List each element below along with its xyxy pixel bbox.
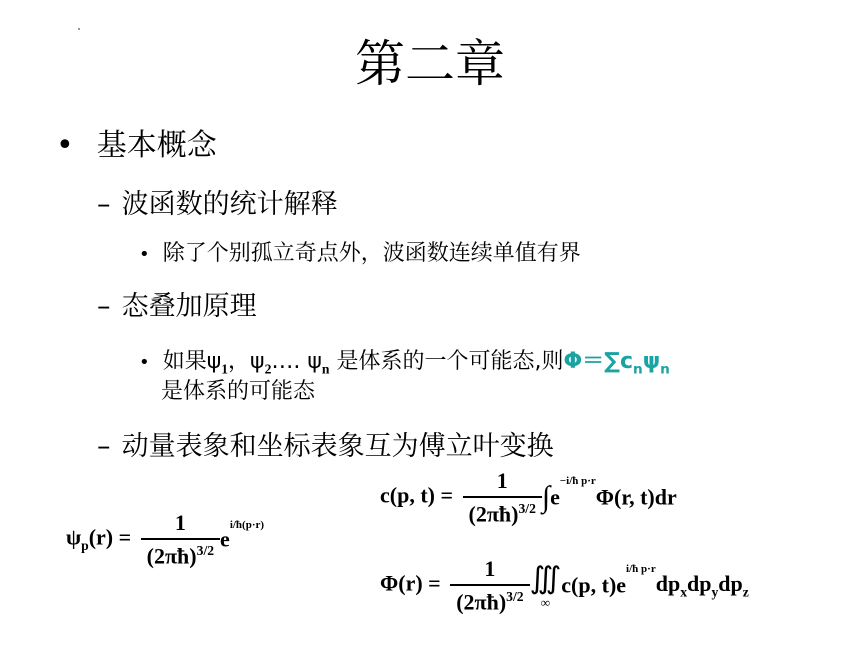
superposition-text: 如果$\psi_1$，$\psi_2\dots$. $\psi_n$ 是体系的一个可能态,则$\Phi=\sum c_n\psi_n$ (162, 349, 670, 378)
dash-icon: – (97, 189, 111, 220)
formula-psi-p: $\psi_p(r)$ = $\frac{1}{(2\pi ħ)^{3/2}}$ $e^{i/ħ(p\cdot r)}$ (66, 510, 265, 569)
superposition-line2: 是体系的可能态 (161, 379, 316, 404)
superposition-formula: $\Phi=\sum c_n\psi_n$ (563, 349, 670, 378)
formula-c-pt: c(p, t) = $\frac{1}{(2\pi ħ)^{3/2}}$ $\int e^{-i/ħ p\cdot r}\Phi(r$, t)dr (380, 468, 677, 527)
heading-basic-concepts: 基本概念 (96, 128, 217, 163)
sub-item-wavefunction (97, 182, 338, 221)
sub-item-label: 动量表象和坐标表象互为傅立叶变换 (121, 431, 554, 462)
sub-item-superposition (97, 284, 257, 323)
sub-sub-item-continuity (139, 236, 581, 267)
formula-phi-r: Φ(r) = $\frac{1}{(2\pi ħ)^{3/2}}$ ∭ ∞ c(p, $t)e^{i/ħ p\cdot r}dp_xdp_ydp_z$ (380, 556, 749, 615)
bullet-icon: • (139, 352, 150, 373)
bullet-icon: • (56, 128, 74, 163)
sub-sub-item-label: 除了个别孤立奇点外，波函数连续单值有界 (162, 241, 581, 266)
sub-sub-item-superposition (139, 344, 670, 377)
slide-title: 第二章 (355, 35, 505, 93)
sub-item-label: 波函数的统计解释 (121, 189, 338, 220)
dash-icon: – (97, 291, 111, 322)
sub-item-fourier (97, 424, 554, 463)
bullet-basic-concepts (56, 120, 217, 164)
sub-item-label: 态叠加原理 (121, 291, 257, 322)
bullet-icon: • (139, 244, 150, 265)
dash-icon: – (97, 431, 111, 462)
